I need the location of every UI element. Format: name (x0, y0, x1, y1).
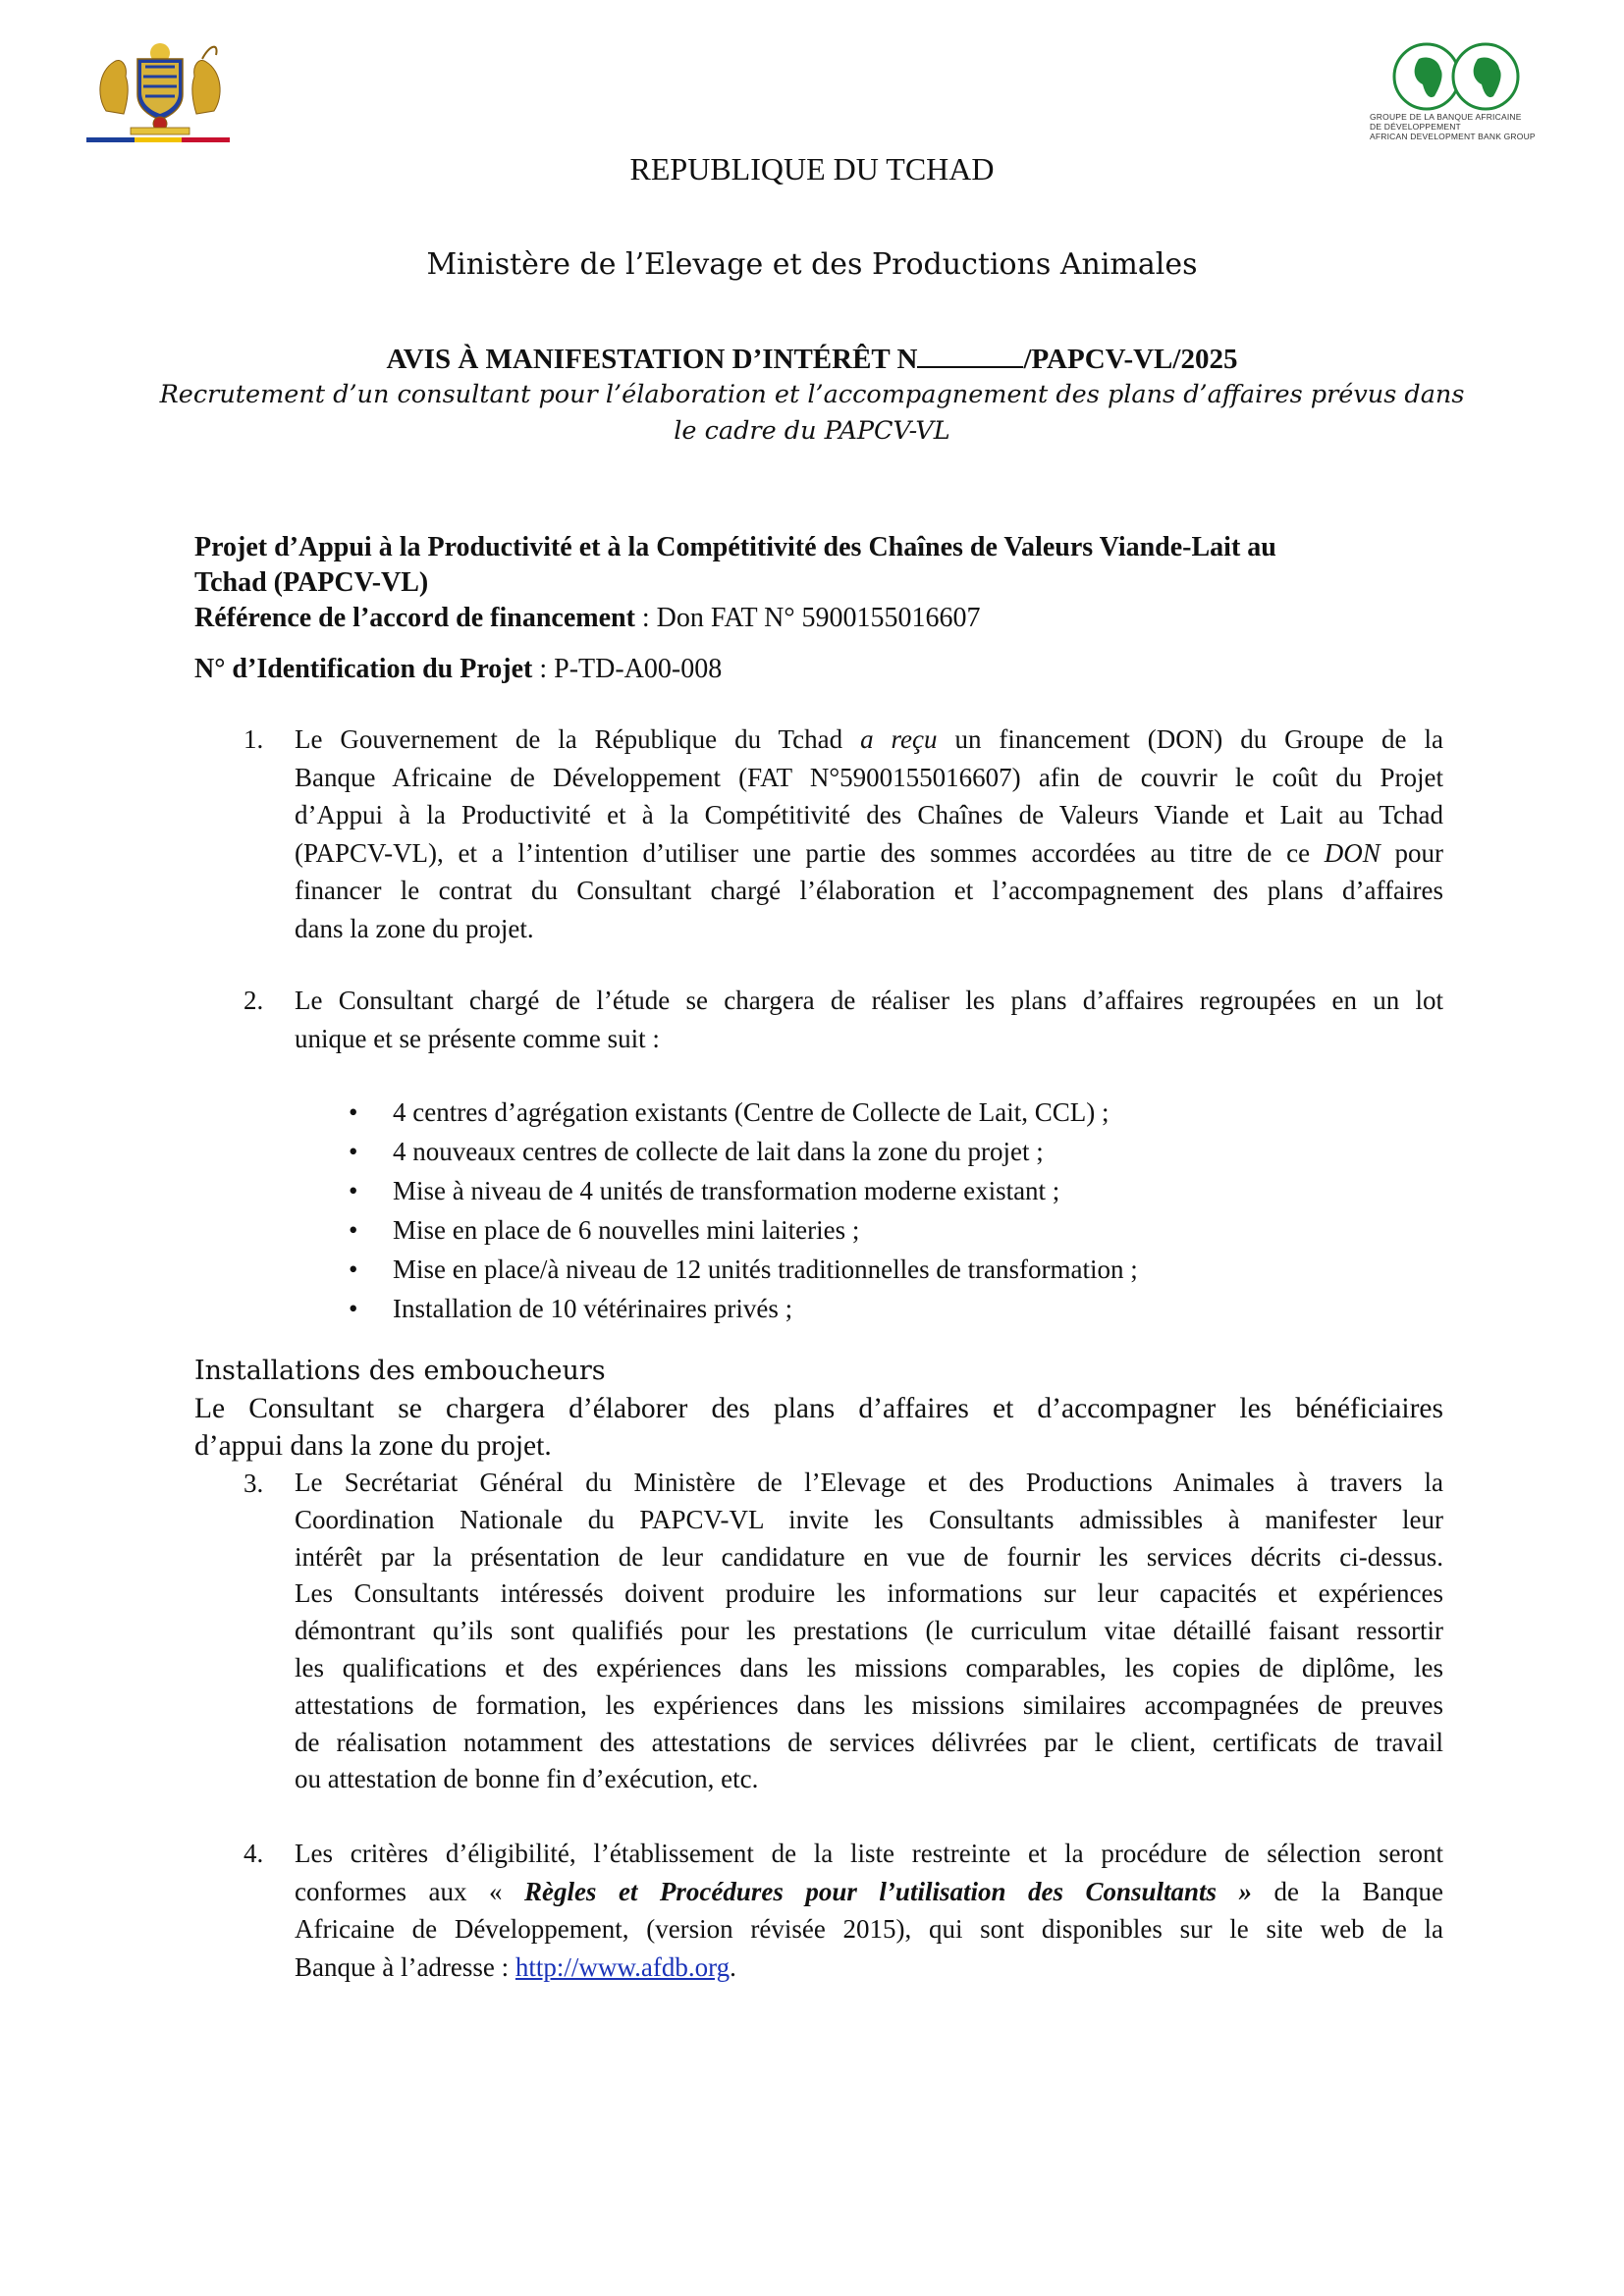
afdb-logo (1370, 39, 1546, 147)
project-block (194, 530, 1441, 687)
deliverables-list (349, 1093, 1434, 1328)
notice-number-blank (917, 343, 1023, 368)
list-item: • Installation de 10 vétérinaires privés ; (393, 1289, 1434, 1328)
list-item: • Mise en place de 6 nouvelles mini laiteries ; (393, 1210, 1434, 1250)
para3-number: 3. (244, 1468, 264, 1498)
para2-text: Le Consultant chargé de l’étude se chargera de réaliser les plans d’affaires regroupées en un lot unique et se présente comme suit : (295, 986, 1443, 1053)
project-identifier-label: N° d’Identification du Projet (194, 654, 533, 684)
bullet-icon: • (349, 1097, 358, 1127)
republic-title: REPUBLIQUE DU TCHAD (629, 151, 995, 187)
para4-text: Les critères d’éligibilité, l’établissement de la liste restreinte et la procédure de sélection seront conformes aux « Règles et Procédures pour l’utilisation des Consultants » de la Banque Africaine de Développement, (version révisée 2015), qui sont disponibles sur le site web de la Banque à l’adresse : http://www.afdb.org. (295, 1839, 1443, 1982)
emboucheurs-text: Le Consultant se chargera d’élaborer des plans d’affaires et d’accompagner les bénéficiaires d’appui dans la zone du projet. (194, 1393, 1443, 1462)
list-item: • 4 centres d’agrégation existants (Centre de Collecte de Lait, CCL) ; (393, 1093, 1434, 1132)
project-name-line1: Projet d’Appui à la Productivité et à la Compétitivité des Chaînes de Valeurs Viande-Lait au (194, 532, 1276, 562)
para2-number: 2. (244, 986, 264, 1015)
afdb-website-link[interactable]: http://www.afdb.org (514, 1951, 731, 1982)
para4-number: 4. (244, 1839, 264, 1868)
bullet-icon: • (349, 1215, 358, 1245)
bullet-icon: • (349, 1294, 358, 1323)
notice-title-prefix: AVIS À MANIFESTATION D’INTÉRÊT N (386, 344, 918, 375)
list-item: • Mise à niveau de 4 unités de transformation moderne existant ; (393, 1171, 1434, 1210)
project-identifier-value: : P-TD-A00-008 (532, 654, 723, 684)
notice-title (0, 342, 1624, 377)
financing-reference-value: : Don FAT N° 5900155016607 (634, 603, 981, 633)
bullet-icon: • (349, 1255, 358, 1284)
bullet-icon: • (349, 1137, 358, 1166)
chad-flag-band (86, 137, 230, 142)
financing-reference-label: Référence de l’accord de financement (194, 603, 635, 633)
emboucheurs-heading: Installations des emboucheurs (194, 1356, 606, 1386)
afdb-logo-text: GROUPE DE LA BANQUE AFRICAINE DE DÉVELOPPEMENT AFRICAN DEVELOPMENT BANK GROUP (1370, 112, 1536, 141)
para1-number: 1. (244, 724, 264, 754)
list-item: • 4 nouveaux centres de collecte de lait dans la zone du projet ; (393, 1132, 1434, 1171)
notice-subtitle-line2: le cadre du PAPCV-VL (674, 416, 950, 446)
para1-text: Le Gouvernement de la République du Tchad a reçu un financement (DON) du Groupe de la Banque Africaine de Développement (FAT N°5900155016607) afin de couvrir le coût du Projet d’Appui à la Productivité et à la Compétitivité des Chaînes de Valeurs Viande et Lait au Tchad (PAPCV-VL), et a l’intention d’utiliser une partie des sommes accordées au titre de ce DON pour financer le contrat du Consultant chargé l’élaboration et l’accompagnement des plans d’affaires dans la zone du projet. (295, 724, 1444, 943)
para3-text: Le Secrétariat Général du Ministère de l’Elevage et des Productions Animales à travers la Coordination Nationale du PAPCV-VL invite les Consultants admissibles à manifester leur intérêt par la présentation de leur candidature en vue de fournir les services décrits ci-dessus. Les Consultants intéressés doivent produire les informations sur leur capacités et expériences démontrant qu’ils sont qualifiés pour les prestations (le curriculum vitae détaillé faisant ressortir les qualifications et des expériences dans les missions comparables, les copies de diplôme, les attestations de formation, les expériences dans les missions similaires accompagnées de preuves de réalisation notamment des attestations de services délivrées par le client, certificats de travail ou attestation de bonne fin d’exécution, etc. (295, 1468, 1443, 1794)
ministry-title: Ministère de l’Elevage et des Productions Animales (426, 247, 1198, 282)
list-item: • Mise en place/à niveau de 12 unités traditionnelles de transformation ; (393, 1250, 1434, 1289)
financing-reference (194, 601, 1441, 636)
notice-title-suffix: /PAPCV-VL/2025 (1023, 344, 1238, 375)
notice-subtitle-line1: Recrutement d’un consultant pour l’élaboration et l’accompagnement des plans d’affaires prévus dans (159, 380, 1465, 409)
chad-coat-of-arms-logo (86, 37, 234, 135)
project-name-line2: Tchad (PAPCV-VL) (194, 567, 429, 598)
bullet-icon: • (349, 1176, 358, 1205)
project-identifier (194, 652, 1441, 687)
